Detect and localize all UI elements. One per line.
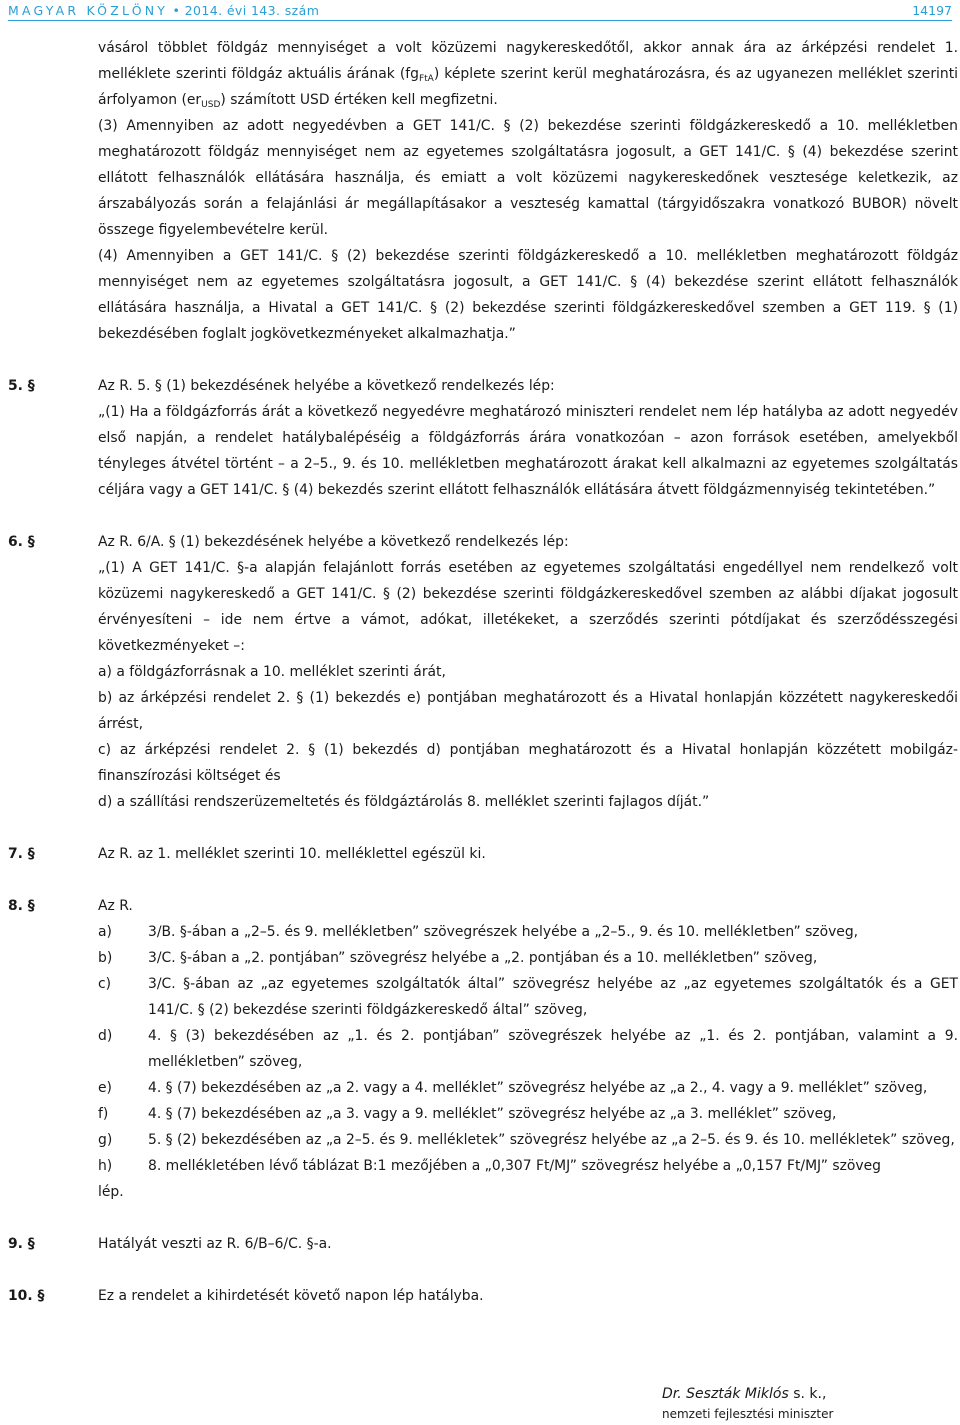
section-9 [0,1231,960,1257]
list-item [98,1127,958,1153]
section-10 [0,1283,960,1309]
item-text: 3/C. §-ában a „2. pontjában” szövegrész helyébe a „2. pontjában és a 10. mellékletben” szöveg, [148,950,818,966]
item-letter: a) [98,924,112,940]
intro-paragraph-3: (4) Amennyiben a GET 141/C. § (2) bekezdése szerinti földgázkereskedő a 10. mellékletben meghatározott földgáz mennyiséget nem az egyetemes szolgáltatásra jogosult, a GET 141/C. § (4) bekezdése szerint ellátott felhasználók ellátására használja, a Hivatal a GET 141/C. § (2) bekezdése szerinti földgázkereskedővel szemben a GET 119. § (1) bekezdésében foglalt jogkövetkezményeket alkalmazhatja.” [98,248,958,342]
section-tail: lép. [98,1184,124,1200]
item-text: 3/B. §-ában a „2–5. és 9. mellékletben” szövegrészek helyébe a „2–5., 9. és 10. mellékletben” szöveg, [148,924,859,940]
journal-title: MAGYAR KÖZLÖNY [8,3,169,18]
intro-paragraph-2: (3) Amennyiben az adott negyedévben a GET 141/C. § (2) bekezdése szerinti földgázkereskedő a 10. mellékletben meghatározott földgáz mennyiséget nem az egyetemes szolgáltatásra jogosult, a GET 141/C. § (4) bekezdése szerint ellátott felhasználók ellátására használja, és emiatt a volt közüzemi nagykereskedőnek vesztesége keletkezik, az árszabályozás során a felajánlási ár megállapításakor a veszteség kamattal (tárgyidőszakra vonatkozó BUBOR) növelt összege figyelembevételre kerül. [98,118,958,238]
section-number: 6. § [8,534,35,550]
signature-block [662,1384,833,1424]
list-item: a) a földgázforrásnak a 10. melléklet szerinti árát, [98,664,446,680]
item-letter: e) [98,1080,112,1096]
section-lead: Az R. [98,898,133,914]
header-separator: • [172,3,181,18]
intro-text-a: vásárol többlet földgáz mennyiséget a volt közüzemi nagykereskedőtől, akkor annak ára az árképzési rendelet 1. melléklete szerinti földgáz aktuális árának (fg [98,40,958,82]
list-item [98,1101,958,1127]
item-letter: c) [98,976,112,992]
issue-label: 2014. évi 143. szám [184,3,320,18]
list-item [98,919,958,945]
signatory-title: nemzeti fejlesztési miniszter [662,1407,834,1421]
header-journal-line [8,3,319,18]
header-divider [8,20,952,21]
item-text: 5. § (2) bekezdésében az „a 2–5. és 9. mellékletek” szövegrész helyébe az „a 2–5. és 9. és 10. mellékletek” szöveg, [148,1132,955,1148]
list-item: b) az árképzési rendelet 2. § (1) bekezdés e) pontjában meghatározott és a Hivatal honlapján közzétett nagykereskedői árrést, [98,690,958,732]
section-body: Az R. az 1. melléklet szerinti 10. melléklettel egészül ki. [98,846,486,862]
intro-paragraph-1 [98,35,958,113]
item-text: 4. § (7) bekezdésében az „a 2. vagy a 4. melléklet” szövegrész helyébe az „a 2., 4. vagy a 9. melléklet” szöveg, [148,1080,928,1096]
list-item [98,971,958,1023]
section-body: „(1) A GET 141/C. §-a alapján felajánlott forrás esetében az egyetemes szolgáltatási engedéllyel nem rendelkező volt közüzemi nagykereskedő a GET 141/C. § (2) bekezdése szerinti földgázkereskedővel szemben az alábbi díjakat jogosult érvényesíteni – ide nem értve a vámot, adókat, illetékeket, a szerződés szerinti pótdíjakat és szerződésszegési következményeket –: [98,560,958,654]
intro-text-c: ) számított USD értéken kell megfizetni. [220,92,498,108]
list-item [98,1075,958,1101]
page-number: 14197 [912,3,952,18]
section-number: 8. § [8,898,35,914]
document-body [0,35,960,1309]
item-letter: b) [98,950,113,966]
item-text: 4. § (3) bekezdésében az „1. és 2. pontjában” szövegrészek helyébe az „1. és 2. pontjában, valamint a 9. mellékletben” szöveg, [148,1028,958,1070]
signatory-suffix: s. k., [788,1386,827,1402]
section-number: 10. § [8,1288,45,1304]
section-body: Ez a rendelet a kihirdetését követő napon lép hatályba. [98,1288,484,1304]
section-number: 7. § [8,846,35,862]
section-7 [0,841,960,867]
item-text: 8. mellékletében lévő táblázat B:1 mezőjében a „0,307 Ft/MJ” szövegrész helyébe a „0,157 Ft/MJ” szöveg [148,1158,881,1174]
subscript-fta: FtA [418,74,434,84]
page-header [0,0,960,22]
item-letter: d) [98,1028,113,1044]
list-item [98,1023,958,1075]
list-item [98,945,958,971]
item-text: 4. § (7) bekezdésében az „a 3. vagy a 9. melléklet” szövegrész helyébe az „a 3. melléklet” szöveg, [148,1106,837,1122]
signatory-name: Dr. Seszták Miklós [662,1386,789,1402]
list-item: c) az árképzési rendelet 2. § (1) bekezdés d) pontjában meghatározott és a Hivatal honlapján közzétett mobilgáz-finanszírozási költséget és [98,742,958,784]
section-6 [0,529,960,815]
section-body: Hatályát veszti az R. 6/B–6/C. §-a. [98,1236,332,1252]
item-letter: f) [98,1106,109,1122]
section-body: „(1) Ha a földgázforrás árát a következő negyedévre meghatározó miniszteri rendelet nem lép hatályba az adott negyedév első napján, a rendelet hatálybalépéséig a földgázforrás árára vonatkozóan – azon források esetében, amelyekből tényleges átvétel történt – a 2–5., 9. és 10. mellékletben meghatározott árakat kell alkalmazni az egyetemes szolgáltatás céljára vagy a GET 141/C. § (4) bekezdés szerint ellátott felhasználók ellátására átvett földgázmennyiség tekintetében.” [98,404,958,498]
subscript-usd: USD [201,100,221,110]
list-item: d) a szállítási rendszerüzemeltetés és földgáztárolás 8. melléklet szerinti fajlagos díját.” [98,794,710,810]
list-item [98,1153,958,1179]
section-lead: Az R. 5. § (1) bekezdésének helyébe a következő rendelkezés lép: [98,378,555,394]
section-lead: Az R. 6/A. § (1) bekezdésének helyébe a következő rendelkezés lép: [98,534,569,550]
section-number: 9. § [8,1236,35,1252]
item-letter: h) [98,1158,113,1174]
section-number: 5. § [8,378,35,394]
section-8 [0,893,960,1205]
item-text: 3/C. §-ában az „az egyetemes szolgáltatók által” szövegrész helyébe az „az egyetemes szolgáltatók és a GET 141/C. § (2) bekezdése szerinti földgázkereskedő által” szöveg, [148,976,958,1018]
item-letter: g) [98,1132,113,1148]
intro-text-b: ) képlete szerint kerül meghatározásra, és az ugyanezen melléklet szerinti árfolyamon (er [98,66,958,108]
section-5 [0,373,960,503]
